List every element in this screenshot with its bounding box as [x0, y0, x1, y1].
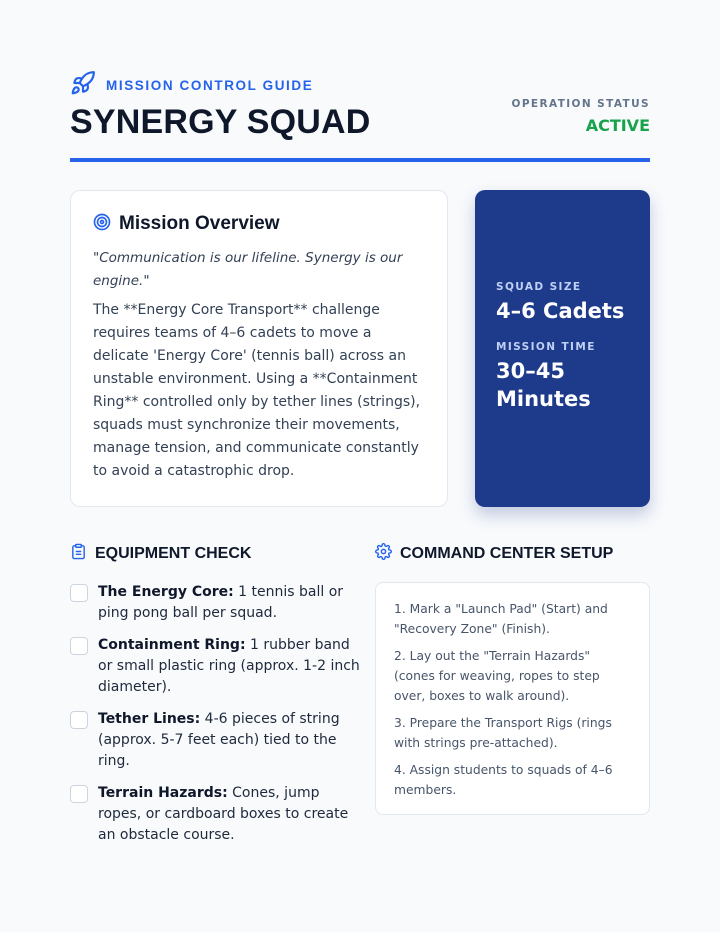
checklist-item-text [98, 709, 360, 772]
target-icon [93, 213, 111, 235]
mission-time-stat [496, 341, 636, 413]
operation-status [512, 98, 651, 135]
item-checkbox[interactable] [70, 711, 88, 729]
item-desc: 4-6 pieces of string (approx. 5-7 feet each) tied to the ring. [98, 711, 340, 769]
mission-quote: "Communication is our lifeline. Synergy is our engine." [93, 250, 403, 289]
gear-icon [375, 543, 392, 564]
equipment-title: EQUIPMENT CHECK [95, 544, 252, 562]
item-checkbox[interactable] [70, 637, 88, 655]
setup-step: 3. Prepare the Transport Rigs (rings with strings pre-attached). [394, 716, 612, 750]
setup-steps-box [375, 582, 650, 815]
status-label: OPERATION STATUS [511, 98, 650, 110]
item-name: Tether Lines: [98, 711, 201, 727]
squad-size-stat [496, 281, 636, 325]
header-divider [70, 158, 650, 162]
mission-time-label: MISSION TIME [496, 341, 596, 353]
page-header [70, 70, 650, 162]
checklist-item-text [98, 783, 360, 846]
checklist-item [70, 582, 360, 624]
status-badge: ACTIVE [585, 116, 650, 135]
checklist-item-text [98, 582, 360, 624]
item-desc: 1 rubber band or small plastic ring (approx. 1-2 inch diameter). [98, 637, 360, 695]
kicker-row [70, 70, 313, 100]
setup-step: 1. Mark a "Launch Pad" (Start) and "Recovery Zone" (Finish). [394, 602, 608, 636]
overview-title: Mission Overview [119, 213, 280, 234]
command-title: COMMAND CENTER SETUP [400, 544, 614, 562]
setup-step: 2. Lay out the "Terrain Hazards" (cones for weaving, ropes to step over, boxes to walk around). [394, 649, 600, 703]
mission-time-value: 30–45 Minutes [496, 359, 591, 411]
mission-stats-card [475, 190, 650, 507]
checklist-item [70, 635, 360, 698]
page-title: SYNERGY SQUAD [70, 103, 371, 141]
clipboard-icon [70, 543, 87, 564]
command-heading [375, 543, 650, 564]
overview-heading [93, 213, 425, 235]
checklist-item [70, 709, 360, 772]
checklist-item-text [98, 635, 360, 698]
rocket-icon [70, 70, 96, 100]
checklist-item [70, 783, 360, 846]
overview-body: The **Energy Core Transport** challenge requires teams of 4–6 cadets to move a delicate 'Energy Core' (tennis ball) across an unstable environment. Using a **Containment Ring** controlled only by tether lines (strings), squads must synchronize their movements, manage tension, and communicate constantly to avoid a catastrophic drop. [93, 302, 421, 479]
item-desc: Cones, jump ropes, or cardboard boxes to create an obstacle course. [98, 785, 349, 843]
command-center-section [375, 543, 650, 815]
mission-overview-card [70, 190, 448, 507]
item-name: The Energy Core: [98, 584, 234, 600]
equipment-checklist [70, 582, 360, 846]
equipment-heading [70, 543, 360, 564]
squad-size-label: SQUAD SIZE [496, 281, 582, 293]
item-desc: 1 tennis ball or ping pong ball per squad. [98, 584, 344, 621]
item-checkbox[interactable] [70, 785, 88, 803]
item-checkbox[interactable] [70, 584, 88, 602]
setup-step: 4. Assign students to squads of 4–6 members. [394, 763, 613, 797]
squad-size-value: 4–6 Cadets [496, 299, 625, 323]
equipment-check-section [70, 543, 360, 857]
item-name: Containment Ring: [98, 637, 246, 653]
item-name: Terrain Hazards: [98, 785, 228, 801]
kicker-label: MISSION CONTROL GUIDE [106, 77, 314, 93]
